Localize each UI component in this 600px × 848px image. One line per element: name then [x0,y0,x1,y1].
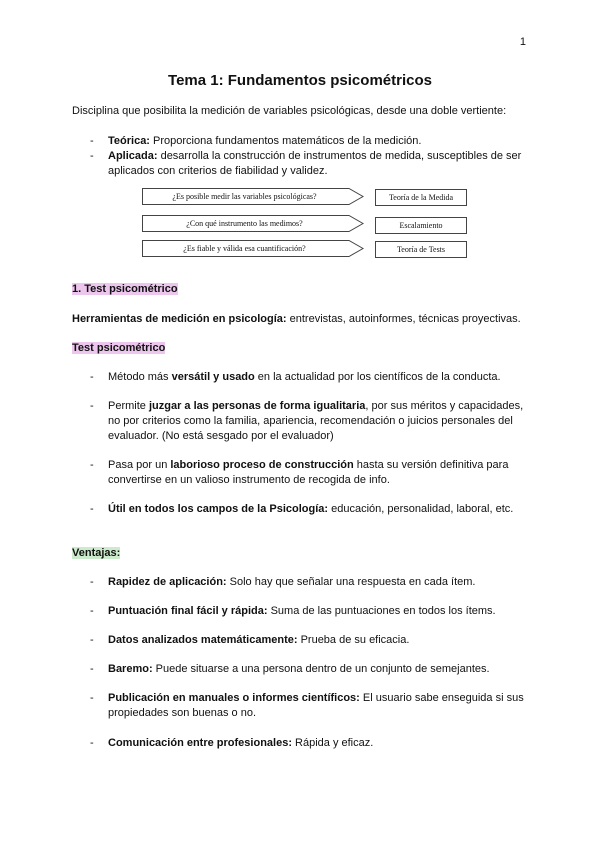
answer-box: Teoría de Tests [375,241,467,258]
question-text: ¿Es fiable y válida esa cuantificación? [183,244,306,253]
ventajas-heading-text: Ventajas: [72,547,121,559]
list-term: Publicación en manuales o informes científicos: [108,692,360,704]
ventajas-list [90,633,530,648]
list-term: Rapidez de aplicación: [108,576,227,588]
ventajas-list [90,662,530,677]
herramientas-text: entrevistas, autoinformes, técnicas proyectivas. [286,313,521,325]
document-title: Tema 1: Fundamentos psicométricos [168,72,432,89]
herramientas-paragraph [72,312,521,327]
page-number: 1 [519,36,526,48]
list-term: juzgar a las personas de forma igualitaria [148,400,366,412]
list-item [90,149,530,179]
question-arrow [142,240,362,257]
list-text: Prueba de su eficacia. [297,634,410,646]
list-term: Puntuación final fácil y rápida: [108,605,268,617]
test-list [90,502,530,517]
list-item [90,575,530,590]
list-text: Solo hay que señalar una respuesta en cada ítem. [226,576,476,588]
list-term: laborioso proceso de construcción [170,459,354,471]
list-term: versátil y usado [171,371,255,383]
question-arrow [142,215,362,232]
list-term: Teórica: [108,135,150,147]
list-text: Suma de las puntuaciones en todos los ítems. [267,605,496,617]
test-list [90,458,530,488]
list-item [90,458,530,488]
ventajas-list [90,575,530,590]
list-term: Útil en todos los campos de la Psicología: [108,503,329,515]
herramientas-term: Herramientas de medición en psicología: [72,313,287,325]
section-heading [72,282,178,297]
subsection-heading [72,341,165,356]
list-term: Comunicación entre profesionales: [108,737,292,749]
question-arrow [142,188,362,205]
test-list [90,399,530,444]
question-text: ¿Con qué instrumento las medimos? [186,219,303,228]
list-term: Baremo: [108,663,153,675]
list-text: , por sus méritos y capacidades, no por criterios como la familia, apariencia, recomendación o juicios personales del evaluador. (No está sesgado por el evaluador) [108,400,524,442]
list-term: Datos analizados matemáticamente: [108,634,298,646]
list-item [90,502,530,517]
list-text: desarrolla la construcción de instrumentos de medida, susceptibles de ser aplicados con criterios de fiabilidad y validez. [108,150,522,177]
ventajas-list [90,736,530,751]
vertientes-list [90,134,530,179]
list-text: Permite [108,400,149,412]
ventajas-heading [72,546,120,561]
list-item [90,633,530,648]
answer-box: Escalamiento [375,217,467,234]
list-text: El usuario sabe enseguida si sus propiedades son buenas o no. [108,692,524,719]
list-text: Pasa por un [108,459,171,471]
section-heading-text: 1. Test psicométrico [72,283,178,295]
subsection-heading-text: Test psicométrico [72,342,166,354]
list-item [90,604,530,619]
list-item [90,370,530,385]
ventajas-list [90,691,530,721]
list-item [90,134,530,149]
list-text: Proporciona fundamentos matemáticos de la medición. [149,135,422,147]
answer-box: Teoría de la Medida [375,189,467,206]
list-term: Aplicada: [108,150,158,162]
list-text: Puede situarse a una persona dentro de un conjunto de semejantes. [152,663,490,675]
measurement-diagram [142,188,470,260]
list-item [90,736,530,751]
ventajas-list [90,604,530,619]
list-item [90,662,530,677]
list-item [90,691,530,721]
list-text: en la actualidad por los científicos de la conducta. [254,371,501,383]
list-text: Método más [108,371,172,383]
list-text: hasta su versión definitiva para convertirse en un valioso instrumento de recogida de info. [108,459,509,486]
list-text: Rápida y eficaz. [291,737,374,749]
intro-paragraph: Disciplina que posibilita la medición de variables psicológicas, desde una doble vertiente: [72,105,507,117]
question-text: ¿Es posible medir las variables psicológicas? [172,192,317,201]
test-list [90,370,530,385]
list-item [90,399,530,444]
list-text: educación, personalidad, laboral, etc. [328,503,514,515]
